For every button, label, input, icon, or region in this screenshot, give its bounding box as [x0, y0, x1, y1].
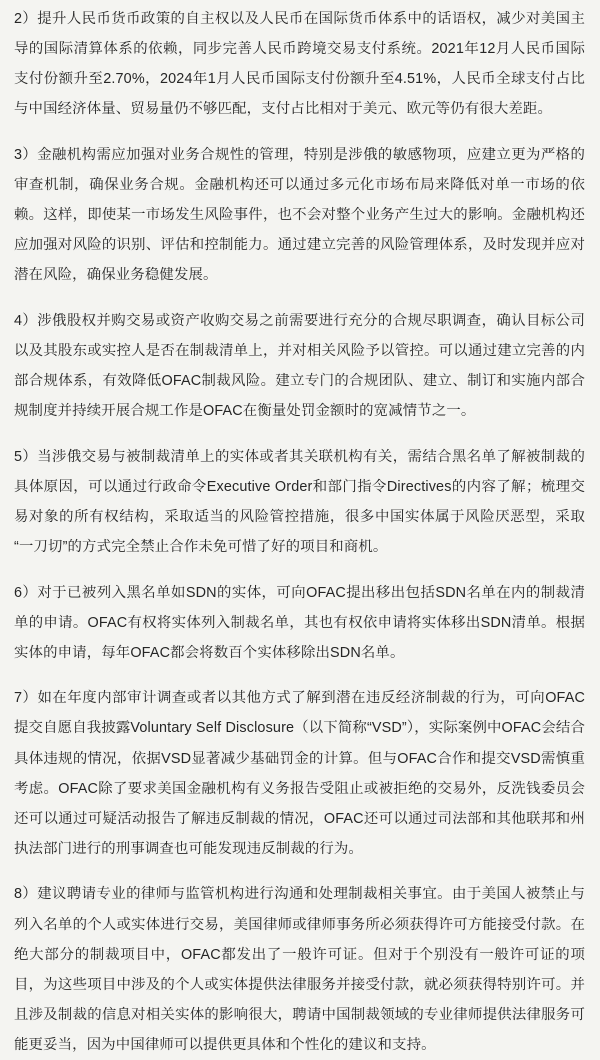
- paragraph-6: 6）对于已被列入黑名单如SDN的实体，可向OFAC提出移出包括SDN名单在内的制裁清单的申请。OFAC有权将实体列入制裁名单，其也有权依申请将实体移出SDN清单。根据实体的申请，每年OFAC都会将数百个实体移除出SDN名单。: [14, 584, 585, 661]
- paragraph-8: 8）建议聘请专业的律师与监管机构进行沟通和处理制裁相关事宜。由于美国人被禁止与列入名单的个人或实体进行交易，美国律师或律师事务所必须获得许可方能接受付款。在绝大部分的制裁项目中，OFAC都发出了一般许可证。但对于个别没有一般许可证的项目，为这些项目中涉及的个人或实体提供法律服务并接受付款，就必须获得特别许可。并且涉及制裁的信息对相关实体的影响很大，聘请中国制裁领域的专业律师提供法律服务可能更妥当，因为中国律师可以提供更具体和个性化的建议和支持。: [14, 886, 585, 1053]
- paragraph-7: 7）如在年度内部审计调查或者以其他方式了解到潜在违反经济制裁的行为，可向OFAC提交自愿自我披露Voluntary Self Disclosure（以下简称“VSD”），实际案例中OFAC会结合具体违规的情况，依据VSD显著减少基础罚金的计算。但与OFAC合作和提交VSD需慎重考虑。OFAC除了要求美国金融机构有义务报告受阻止或被拒绝的交易外，反洗钱委员会还可以通过可疑活动报告了解违反制裁的情况，OFAC还可以通过司法部和其他联邦和州执法部门进行的刑事调查也可能发现违反制裁的行为。: [14, 690, 585, 857]
- paragraph-5: 5）当涉俄交易与被制裁清单上的实体或者其关联机构有关，需结合黑名单了解被制裁的具体原因，可以通过行政命令Executive Order和部门指令Directives的内容了解；梳理交易对象的所有权结构，采取适当的风险管控措施，很多中国实体属于风险厌恶型，采取“一刀切”的方式完全禁止合作未免可惜了好的项目和商机。: [14, 448, 585, 555]
- paragraph-3: 3）金融机构需应加强对业务合规性的管理，特别是涉俄的敏感物项，应建立更为严格的审查机制，确保业务合规。金融机构还可以通过多元化市场布局来降低对单一市场的依赖。这样，即使某一市场发生风险事件，也不会对整个业务产生过大的影响。金融机构还应加强对风险的识别、评估和控制能力。通过建立完善的风险管理体系，及时发现并应对潜在风险，确保业务稳健发展。: [14, 146, 585, 284]
- paragraph-4: 4）涉俄股权并购交易或资产收购交易之前需要进行充分的合规尽职调查，确认目标公司以及其股东或实控人是否在制裁清单上，并对相关风险予以管控。可以通过建立完善的内部合规体系，有效降低OFAC制裁风险。建立专门的合规团队、建立、制订和实施内部合规制度并持续开展合规工作是OFAC在衡量处罚金额时的宽减情节之一。: [14, 312, 585, 420]
- document-body: [14, 4, 585, 1060]
- paragraph-2: 2）提升人民币货币政策的自主权以及人民币在国际货币体系中的话语权，减少对美国主导的国际清算体系的依赖，同步完善人民币跨境交易支付系统。2021年12月人民币国际支付份额升至2.70%，2024年1月人民币国际支付份额升至4.51%，人民币全球支付占比与中国经济体量、贸易量仍不够匹配，支付占比相对于美元、欧元等仍有很大差距。: [14, 11, 585, 118]
